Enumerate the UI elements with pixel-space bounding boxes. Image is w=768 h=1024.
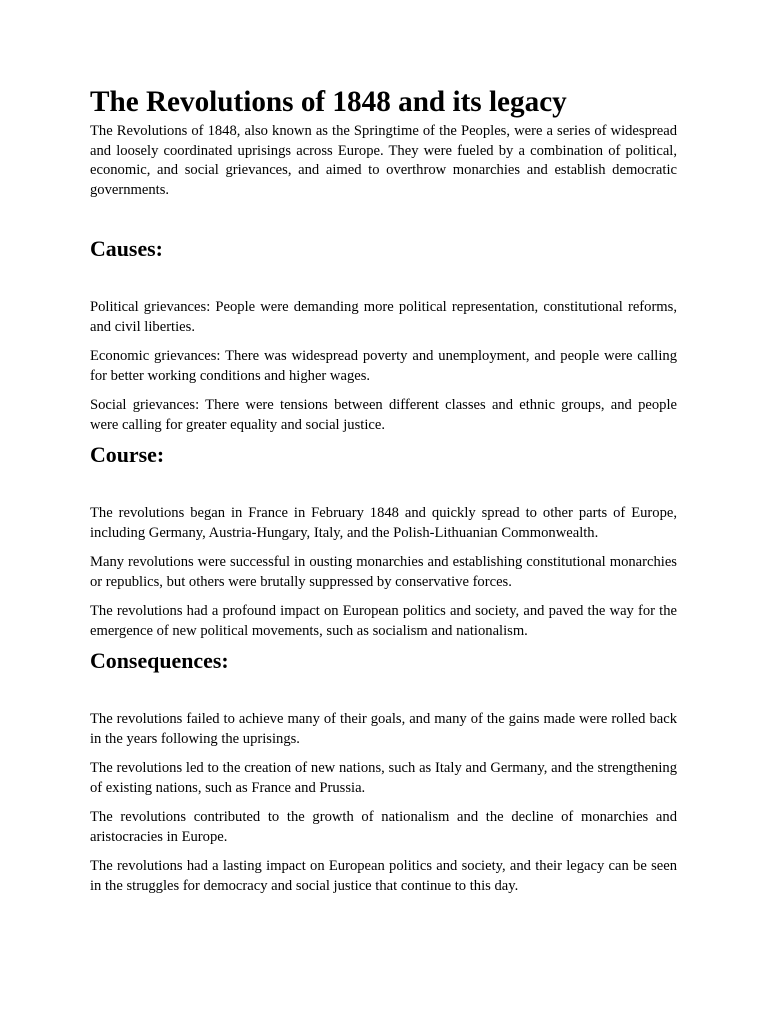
course-item-spread: The revolutions began in France in February 1848 and quickly spread to other parts of Europe, including Germany, Austria-Hungary, Italy, and the Polish-Lithuanian Commonwealth. bbox=[90, 505, 677, 541]
causes-item-economic: Economic grievances: There was widespread poverty and unemployment, and people were calling for better working conditions and higher wages. bbox=[90, 348, 677, 384]
course-heading: Course: bbox=[90, 442, 165, 467]
course-item-impact: The revolutions had a profound impact on European politics and society, and paved the way for the emergence of new political movements, such as socialism and nationalism. bbox=[90, 603, 677, 639]
consequences-heading: Consequences: bbox=[90, 648, 229, 673]
causes-item-social: Social grievances: There were tensions between different classes and ethnic groups, and people were calling for greater equality and social justice. bbox=[90, 397, 677, 433]
consequences-item-nationalism: The revolutions contributed to the growth of nationalism and the decline of monarchies and aristocracies in Europe. bbox=[90, 809, 677, 845]
consequences-item-failures: The revolutions failed to achieve many of their goals, and many of the gains made were rolled back in the years following the uprisings. bbox=[90, 711, 677, 747]
causes-item-political: Political grievances: People were demanding more political representation, constitutional reforms, and civil liberties. bbox=[90, 299, 677, 335]
consequences-item-new-nations: The revolutions led to the creation of new nations, such as Italy and Germany, and the strengthening of existing nations, such as France and Prussia. bbox=[90, 760, 677, 796]
consequences-item-legacy: The revolutions had a lasting impact on European politics and society, and their legacy can be seen in the struggles for democracy and social justice that continue to this day. bbox=[90, 858, 677, 894]
course-item-outcomes: Many revolutions were successful in ousting monarchies and establishing constitutional monarchies or republics, but others were brutally suppressed by conservative forces. bbox=[90, 554, 677, 590]
intro-paragraph: The Revolutions of 1848, also known as the Springtime of the Peoples, were a series of widespread and loosely coordinated uprisings across Europe. They were fueled by a combination of political, economic, and social grievances, and aimed to overthrow monarchies and establish democratic governments. bbox=[90, 123, 677, 198]
document-title: The Revolutions of 1848 and its legacy bbox=[90, 86, 567, 118]
causes-heading: Causes: bbox=[90, 236, 163, 261]
